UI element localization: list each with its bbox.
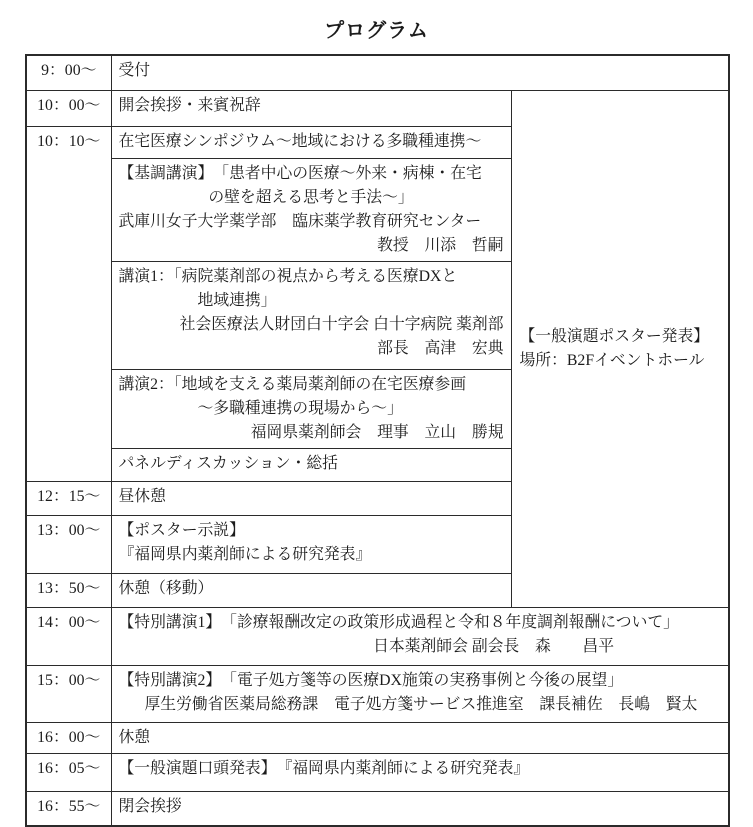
poster-session-location: 場所：B2Fイベントホール xyxy=(519,352,705,369)
lecture2-title-line2: ～多職種連携の現場から～」 xyxy=(197,400,403,417)
row-oral-presentation xyxy=(26,754,729,792)
event-cell-keynote xyxy=(111,159,511,262)
event-cell-lecture2 xyxy=(111,370,511,449)
event-cell-symposium-header: 在宅医療シンポジウム～地域における多職種連携～ xyxy=(111,127,511,159)
lecture1-title-line1: 講演1：「病院薬剤部の視点から考える医療DXと xyxy=(118,268,458,285)
event-cell-reception: 受付 xyxy=(111,55,729,91)
time-cell-break2: 16：00～ xyxy=(26,723,111,754)
time-cell-oral: 16：05～ xyxy=(26,754,111,792)
event-cell-lunch: 昼休憩 xyxy=(111,482,511,516)
poster-talk-title: 【ポスター示説】 xyxy=(118,522,245,539)
lecture2-title-line1: 講演2：「地域を支える薬局薬剤師の在宅医療参画 xyxy=(118,376,467,393)
event-cell-special1 xyxy=(111,608,729,666)
time-cell-opening: 10：00～ xyxy=(26,91,111,127)
row-opening xyxy=(26,91,729,127)
row-closing xyxy=(26,792,729,827)
event-cell-opening: 開会挨拶・来賓祝辞 xyxy=(111,91,511,127)
row-special-lecture2 xyxy=(26,666,729,723)
event-cell-oral: 【一般演題口頭発表】 『福岡県内薬剤師による研究発表』 xyxy=(111,754,729,792)
keynote-speaker: 教授 川添 哲嗣 xyxy=(377,237,504,254)
lecture1-affiliation: 社会医療法人財団白十字会 白十字病院 薬剤部 xyxy=(179,316,504,333)
time-cell-symposium: 10：10～ xyxy=(26,127,111,482)
time-cell-break-move: 13：50～ xyxy=(26,574,111,608)
poster-talk-subtitle: 『福岡県内薬剤師による研究発表』 xyxy=(118,546,372,563)
time-cell-lunch: 12：15～ xyxy=(26,482,111,516)
time-cell-reception: 9：00～ xyxy=(26,55,111,91)
time-cell-closing: 16：55～ xyxy=(26,792,111,827)
row-reception xyxy=(26,55,729,91)
page-title: プログラム xyxy=(324,20,429,42)
event-cell-special2 xyxy=(111,666,729,723)
keynote-title-line2: の壁を超える思考と手法～」 xyxy=(208,189,414,206)
time-cell-special2: 15：00～ xyxy=(26,666,111,723)
lecture1-speaker: 部長 高津 宏典 xyxy=(377,340,504,357)
lecture1-title-line2: 地域連携」 xyxy=(197,292,277,309)
program-table xyxy=(25,54,730,827)
event-cell-lecture1 xyxy=(111,262,511,370)
time-cell-poster-talk: 13：00～ xyxy=(26,516,111,574)
event-cell-break-move: 休憩（移動） xyxy=(111,574,511,608)
keynote-affiliation: 武庫川女子大学薬学部 臨床薬学教育研究センター xyxy=(118,213,482,230)
row-special-lecture1 xyxy=(26,608,729,666)
special1-title: 【特別講演1】 「診療報酬改定の政策形成過程と令和８年度調剤報酬について」 xyxy=(118,614,679,631)
special2-title: 【特別講演2】 「電子処方箋等の医療DX施策の実務事例と今後の展望」 xyxy=(118,672,624,689)
event-cell-poster-talk xyxy=(111,516,511,574)
poster-session-cell xyxy=(511,91,729,608)
event-cell-break2: 休憩 xyxy=(111,723,729,754)
lecture2-speaker: 福岡県薬剤師会 理事 立山 勝規 xyxy=(250,424,504,441)
time-cell-special1: 14：00～ xyxy=(26,608,111,666)
special2-speaker: 厚生労働省医薬局総務課 電子処方箋サービス推進室 課長補佐 長嶋 賢太 xyxy=(144,696,698,713)
event-cell-closing: 閉会挨拶 xyxy=(111,792,729,827)
poster-session-title: 【一般演題ポスター発表】 xyxy=(519,328,710,345)
row-break2 xyxy=(26,723,729,754)
keynote-title-line1: 【基調講演】 「患者中心の医療～外来・病棟・在宅 xyxy=(118,165,482,182)
special1-speaker: 日本薬剤師会 副会長 森 昌平 xyxy=(373,638,615,655)
event-cell-panel: パネルディスカッション・総括 xyxy=(111,449,511,482)
